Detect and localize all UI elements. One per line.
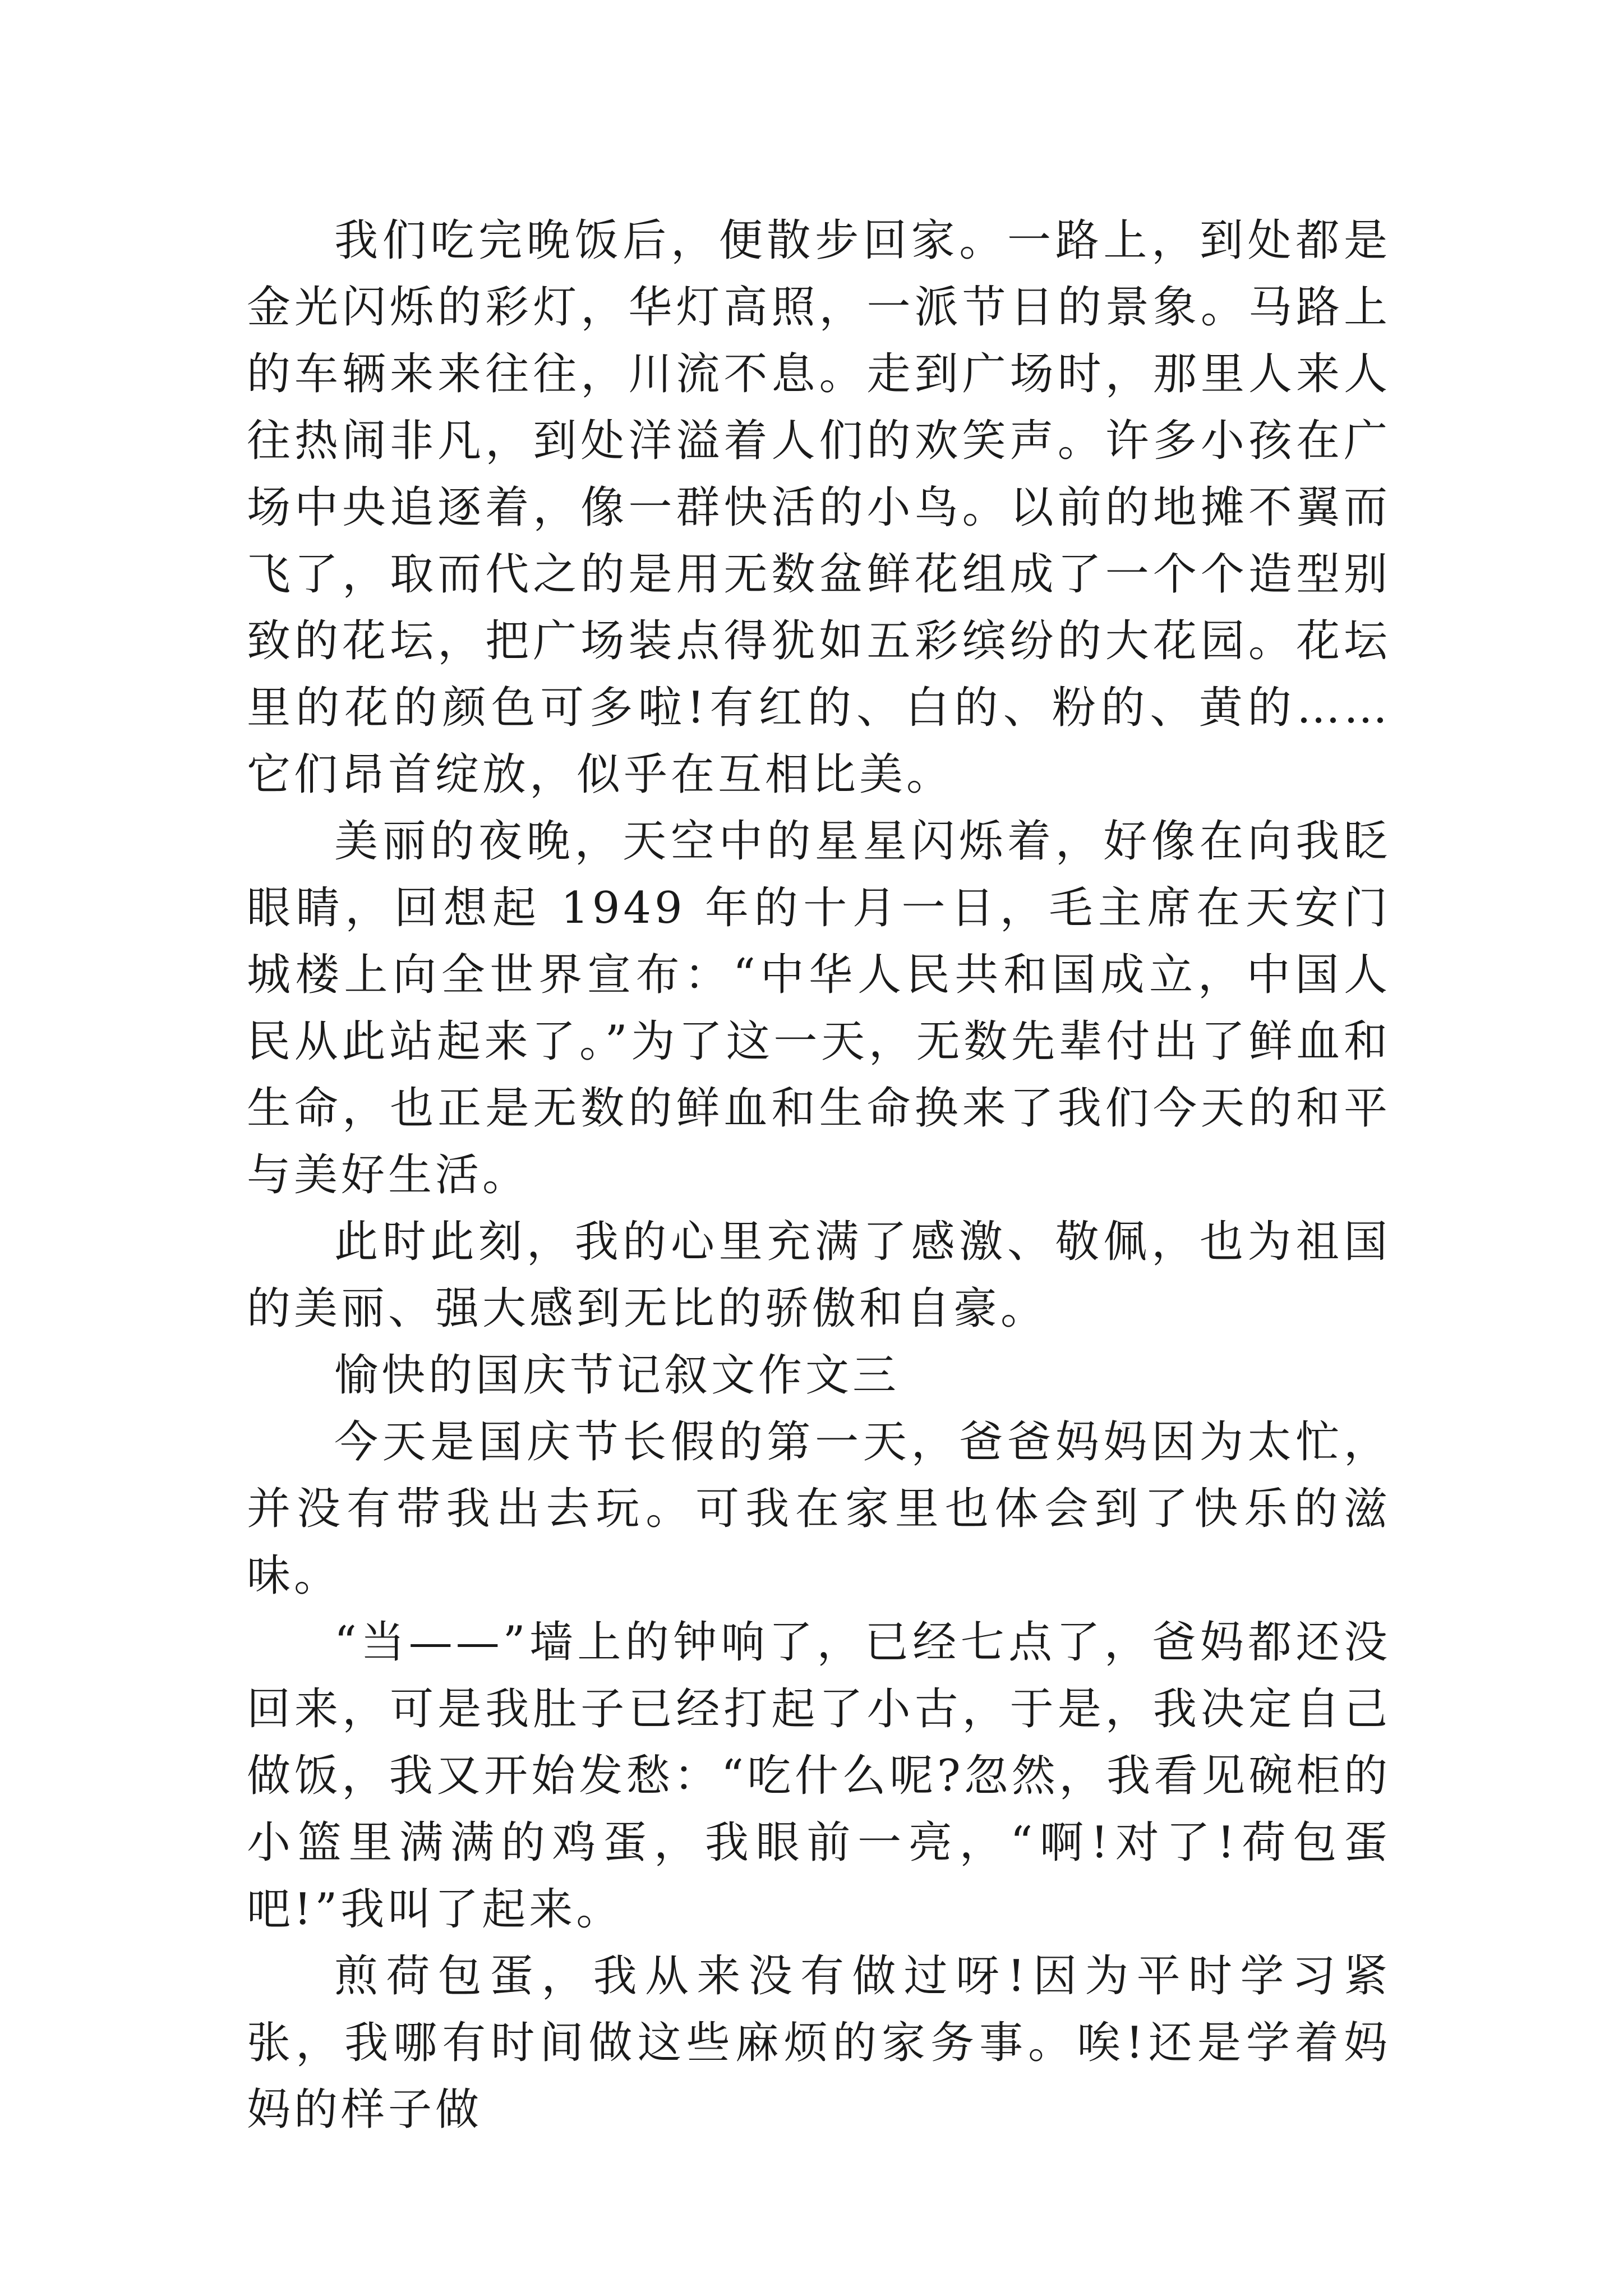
paragraph-clock: “当——”墙上的钟响了，已经七点了，爸妈都还没回来，可是我肚子已经打起了小古，于是，我决定自己做饭，我又开始发愁：“吃什么呢?忽然，我看见碗柜的小篮里满满的鸡蛋，我眼前一亮，“啊!对了!荷包蛋吧!”我叫了起来。 (247, 1617, 1391, 1935)
paragraph-night-sky: 美丽的夜晚，天空中的星星闪烁着，好像在向我眨眼睛，回想起 1949 年的十月一日，毛主席在天安门城楼上向全世界宣布：“中华人民共和国成立，中国人民从此站起来了。”为了这一天，无数先辈付出了鲜血和生命，也正是无数的鲜血和生命换来了我们今天的和平与美好生活。 (247, 816, 1391, 1200)
paragraph-gratitude: 此时此刻，我的心里充满了感激、敬佩，也为祖国的美丽、强大感到无比的骄傲和自豪。 (247, 1217, 1391, 1334)
paragraph-evening-walk: 我们吃完晚饭后，便散步回家。一路上，到处都是金光闪烁的彩灯，华灯高照，一派节日的景象。马路上的车辆来来往往，川流不息。走到广场时，那里人来人往热闹非凡，到处洋溢着人们的欢笑声。许多小孩在广场中央追逐着，像一群快活的小鸟。以前的地摊不翼而飞了，取而代之的是用无数盆鲜花组成了一个个造型别致的花坛，把广场装点得犹如五彩缤纷的大花园。花坛里的花的颜色可多啦!有红的、白的、粉的、黄的……它们昂首绽放，似乎在互相比美。 (247, 215, 1391, 800)
section-heading: 愉快的国庆节记叙文作文三 (334, 1350, 900, 1401)
paragraph-fried-egg: 煎荷包蛋，我从来没有做过呀!因为平时学习紧张，我哪有时间做这些麻烦的家务事。唉!还是学着妈妈的样子做 (247, 1951, 1391, 2135)
body-text (247, 208, 1391, 2143)
paragraph-holiday-start: 今天是国庆节长假的第一天，爸爸妈妈因为太忙，并没有带我出去玩。可我在家里也体会到了快乐的滋味。 (247, 1417, 1391, 1601)
